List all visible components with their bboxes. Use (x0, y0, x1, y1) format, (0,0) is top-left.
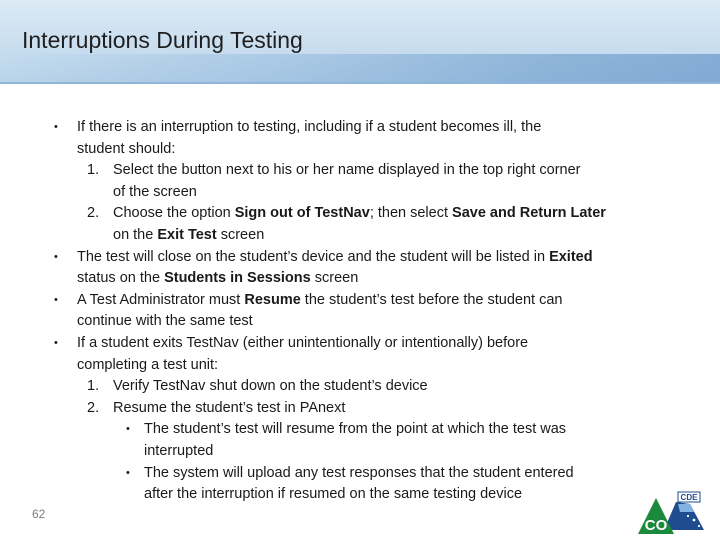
bullet-continuation (54, 268, 684, 290)
sub-bullet-line (54, 419, 684, 441)
sub-bullet-text: after the interruption if resumed on the same testing device (144, 486, 523, 503)
sub-bullet-line (54, 463, 684, 485)
bullet-marker: • (54, 250, 58, 263)
numbered-text: Select the button next to his or her name displayed in the top right corner (113, 162, 581, 179)
bold-term: Exited (549, 248, 593, 265)
sub-bullet-marker: • (126, 423, 130, 436)
numbered-continuation (54, 225, 684, 247)
bullet-text: status on the (77, 270, 165, 287)
bold-term: Save and Return Later (452, 205, 606, 222)
sub-bullet-continuation (54, 484, 684, 506)
logo-sky (678, 504, 694, 512)
number-marker: 2. (87, 399, 100, 416)
numbered-line (54, 203, 684, 225)
bullet-text: If a student exits TestNav (either unintentionally or intentionally) before (77, 334, 529, 351)
numbered-line (54, 160, 684, 182)
bullet-text: screen (310, 270, 359, 287)
sub-bullet-continuation (54, 441, 684, 463)
sub-bullet-text: The student’s test will resume from the point at which the test was (144, 421, 567, 438)
sub-bullet-marker: • (126, 466, 130, 479)
bullet-continuation (54, 355, 684, 377)
numbered-text: ; then select (369, 205, 453, 222)
number-marker: 2. (87, 205, 100, 222)
bullet-line (54, 290, 684, 312)
bold-term: Sign out of TestNav (234, 205, 370, 222)
bullet-marker: • (54, 121, 58, 133)
numbered-text: Choose the option (113, 205, 235, 222)
bullet-text: student should: (77, 140, 176, 157)
bullet-text: If there is an interruption to testing, including if a student becomes ill, the (77, 119, 542, 135)
bullet-line (54, 247, 684, 269)
bold-term: Resume (244, 291, 301, 308)
slide-title: Interruptions During Testing (22, 27, 303, 53)
bullet-marker: • (54, 293, 58, 306)
bullet-continuation (54, 139, 684, 161)
cde-logo (634, 490, 706, 536)
bullet-line (54, 333, 684, 355)
numbered-line (54, 398, 684, 420)
numbered-line (54, 376, 684, 398)
numbered-text: Verify TestNav shut down on the student’s device (113, 378, 428, 395)
sub-bullet-text: The system will upload any test responses that the student entered (144, 464, 574, 481)
slide-content (54, 117, 684, 506)
bullet-text: The test will close on the student’s device and the student will be listed in (77, 248, 550, 265)
bullet-text: continue with the same test (77, 313, 253, 330)
bold-term: Students in Sessions (164, 270, 311, 287)
title-bar (0, 0, 720, 84)
bullet-text: the student’s test before the student can (300, 291, 563, 308)
bullet-continuation (54, 311, 684, 333)
bullet-text: A Test Administrator must (77, 291, 245, 308)
sub-bullet-text: interrupted (144, 442, 214, 459)
logo-co-text: CO (644, 517, 668, 534)
bullet-line (54, 117, 684, 139)
bullet-text: completing a test unit: (77, 356, 219, 373)
numbered-text: Resume the student’s test in PAnext (113, 399, 346, 416)
numbered-text: on the (113, 226, 158, 243)
bullet-marker: • (54, 336, 58, 349)
number-marker: 1. (87, 378, 100, 395)
logo-cde-text: CDE (680, 493, 698, 502)
numbered-text: of the screen (113, 183, 197, 200)
bold-term: Exit Test (157, 226, 217, 243)
numbered-continuation (54, 182, 684, 204)
numbered-text: screen (216, 226, 265, 243)
page-number: 62 (32, 507, 46, 521)
number-marker: 1. (87, 162, 100, 179)
